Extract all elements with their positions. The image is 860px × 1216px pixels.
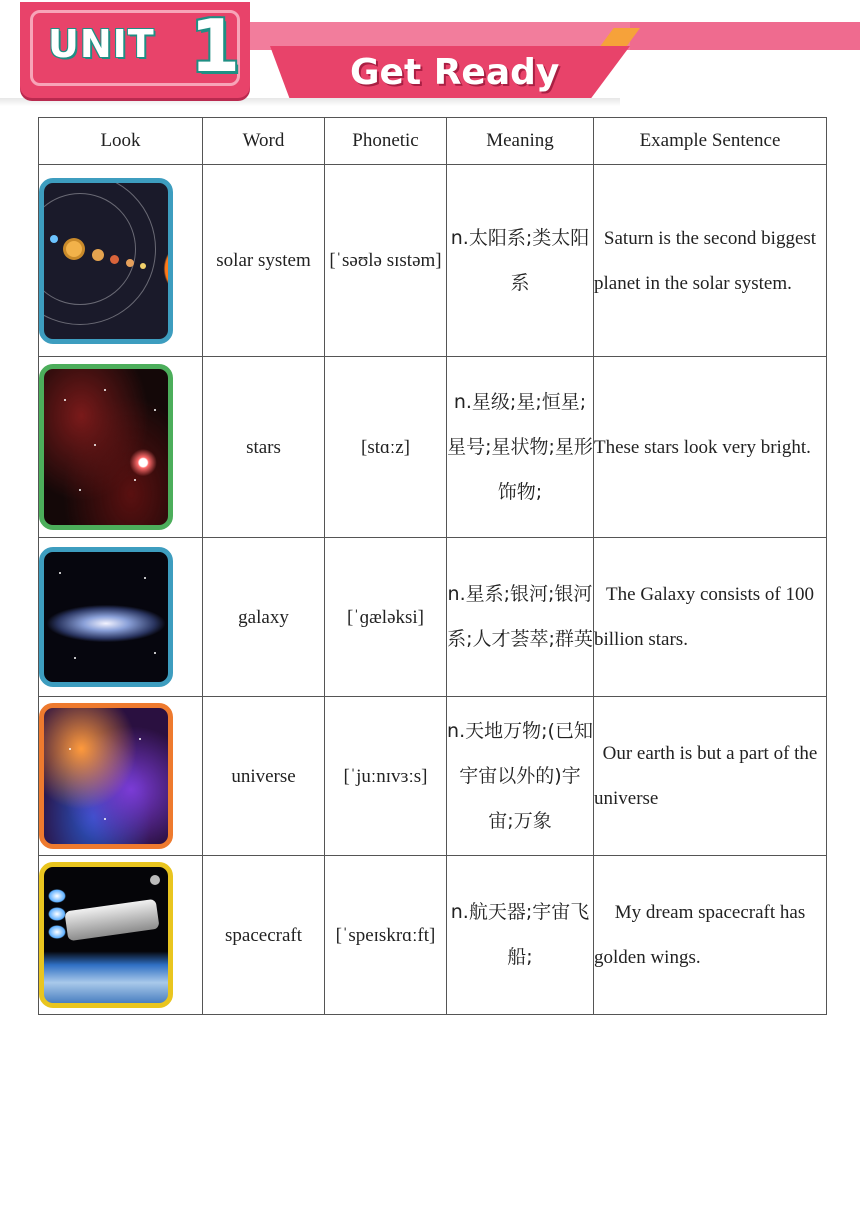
example-cell: My dream spacecraft has golden wings. — [594, 856, 827, 1015]
vocabulary-table — [38, 117, 827, 1015]
planet — [50, 235, 58, 243]
spacecraft-image — [39, 862, 173, 1008]
meaning-cell: n.航天器;宇宙飞船; — [447, 856, 594, 1015]
planet — [110, 255, 119, 264]
header-example-sentence: Example Sentence — [594, 118, 827, 165]
star-dot — [104, 389, 106, 391]
planet — [92, 249, 104, 261]
star-dot — [154, 652, 156, 654]
meaning-cell: n.星级;星;恒星;星号;星状物;星形饰物; — [447, 357, 594, 538]
example-cell: These stars look very bright. — [594, 357, 827, 538]
phonetic-cell: [ˈspeɪskrɑːft] — [325, 856, 447, 1015]
star-dot — [144, 577, 146, 579]
look-cell — [39, 165, 203, 357]
word-cell: universe — [203, 697, 325, 856]
word-cell: solar system — [203, 165, 325, 357]
meaning-cell: n.太阳系;类太阳系 — [447, 165, 594, 357]
unit-badge — [20, 2, 250, 98]
stars-image — [39, 364, 173, 530]
table-row — [39, 357, 827, 538]
planet — [66, 241, 82, 257]
thruster-glow — [48, 907, 66, 921]
star-dot — [69, 748, 71, 750]
meaning-cell: n.天地万物;(已知宇宙以外的)宇宙;万象 — [447, 697, 594, 856]
star-dot — [59, 572, 61, 574]
word-cell: stars — [203, 357, 325, 538]
solar-system-image — [39, 178, 173, 344]
star-dot — [94, 444, 96, 446]
header-meaning: Meaning — [447, 118, 594, 165]
star-dot — [154, 409, 156, 411]
star-dot — [79, 489, 81, 491]
meaning-cell: n.星系;银河;银河系;人才荟萃;群英 — [447, 538, 594, 697]
unit-label: UNIT — [48, 22, 155, 66]
look-cell — [39, 538, 203, 697]
table-header-row — [39, 118, 827, 165]
universe-image — [39, 703, 173, 849]
star-dot — [64, 399, 66, 401]
unit-number: 1 — [190, 4, 241, 88]
star-dot — [104, 818, 106, 820]
unit-banner — [0, 0, 860, 112]
star-dot — [134, 479, 136, 481]
table-row — [39, 697, 827, 856]
planet — [140, 263, 146, 269]
table-row — [39, 538, 827, 697]
example-cell: Our earth is but a part of the universe — [594, 697, 827, 856]
table-row — [39, 856, 827, 1015]
word-cell: spacecraft — [203, 856, 325, 1015]
section-title: Get Ready — [350, 52, 560, 93]
example-cell: Saturn is the second biggest planet in the solar system. — [594, 165, 827, 357]
banner-shadow — [0, 98, 620, 106]
phonetic-cell: [ˈɡæləksi] — [325, 538, 447, 697]
header-phonetic: Phonetic — [325, 118, 447, 165]
star-dot — [139, 738, 141, 740]
table-row — [39, 165, 827, 357]
example-cell: The Galaxy consists of 100 billion stars. — [594, 538, 827, 697]
planet — [126, 259, 134, 267]
look-cell — [39, 856, 203, 1015]
phonetic-cell: [stɑːz] — [325, 357, 447, 538]
thruster-glow — [48, 925, 66, 939]
phonetic-cell: [ˈjuːnɪvɜːs] — [325, 697, 447, 856]
header-word: Word — [203, 118, 325, 165]
look-cell — [39, 357, 203, 538]
banner-ribbon-top — [250, 22, 860, 50]
header-look: Look — [39, 118, 203, 165]
spacecraft-body — [64, 899, 159, 942]
phonetic-cell: [ˈsəʊlə sɪstəm] — [325, 165, 447, 357]
galaxy-image — [39, 547, 173, 687]
moon — [150, 875, 160, 885]
look-cell — [39, 697, 203, 856]
word-cell: galaxy — [203, 538, 325, 697]
thruster-glow — [48, 889, 66, 903]
star-dot — [74, 657, 76, 659]
